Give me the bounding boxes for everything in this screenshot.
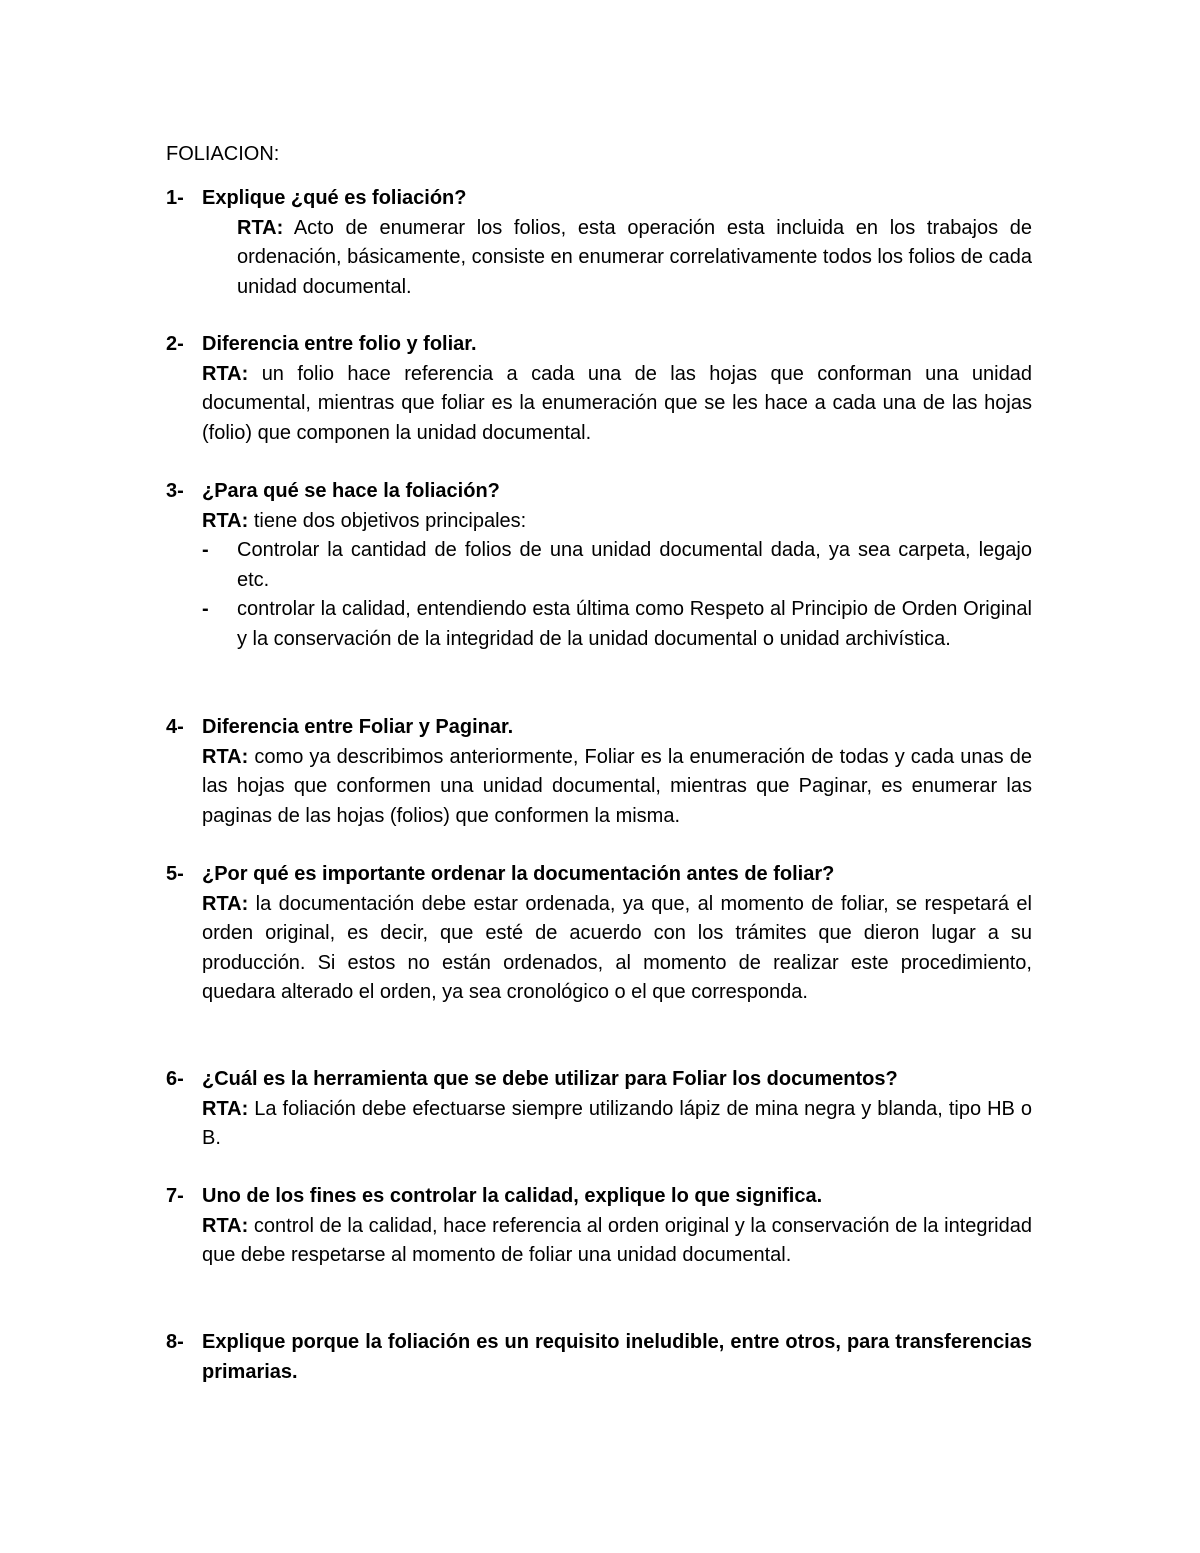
question-text: Explique porque la foliación es un requisito ineludible, entre otros, para transferencias primarias. <box>202 1331 1032 1383</box>
question-block-8 <box>166 1328 1032 1387</box>
question-block-6 <box>166 1065 1032 1154</box>
answer-text: la documentación debe estar ordenada, ya que, al momento de foliar, se respetará el orden original, es decir, que esté de acuerdo con los trámites que dieron lugar a su producción. Si estos no están ordenados, al momento de realizar este procedimiento, quedara alterado el orden, ya sea cronológico o el que corresponda. <box>202 892 1032 1003</box>
answer-paragraph <box>166 1212 1032 1271</box>
question-number: 8- <box>166 1331 184 1353</box>
answer-paragraph <box>166 890 1032 1008</box>
answer-text: como ya describimos anteriormente, Foliar es la enumeración de todas y cada unas de las hojas que conformen una unidad documental, mientras que Paginar, es enumerar las paginas de las hojas (folios) que conformen la misma. <box>202 745 1033 827</box>
question-number: 4- <box>166 716 184 738</box>
answer-text: tiene dos objetivos principales: <box>253 509 527 532</box>
question-line <box>166 330 1032 360</box>
question-line <box>166 477 1032 507</box>
bullet-marker: - <box>202 598 209 620</box>
question-block-4 <box>166 713 1032 831</box>
rta-label: RTA: <box>202 892 249 915</box>
answer-text: Acto de enumerar los folios, esta operación esta incluida en los trabajos de ordenación, básicamente, consiste en enumerar correlativamente todos los folios de cada unidad documental. <box>237 216 1032 298</box>
question-number: 2- <box>166 333 184 355</box>
question-block-7 <box>166 1182 1032 1271</box>
question-block-3 <box>166 477 1032 654</box>
bullet-marker: - <box>202 539 209 561</box>
answer-paragraph <box>166 1095 1032 1154</box>
rta-label: RTA: <box>202 1214 249 1237</box>
question-text: Uno de los fines es controlar la calidad, explique lo que significa. <box>202 1185 823 1207</box>
question-block-1 <box>166 184 1032 302</box>
question-text: Diferencia entre folio y foliar. <box>202 333 477 355</box>
question-text: Explique ¿qué es foliación? <box>202 187 467 209</box>
question-line <box>166 1182 1032 1212</box>
question-line <box>166 1065 1032 1095</box>
list-item-text: controlar la calidad, entendiendo esta última como Respeto al Principio de Orden Original y la conservación de la integridad de la unidad documental o unidad archivística. <box>237 598 1032 650</box>
question-block-2 <box>166 330 1032 448</box>
question-line <box>166 184 1032 214</box>
question-number: 6- <box>166 1068 184 1090</box>
question-line <box>166 713 1032 743</box>
question-line <box>166 860 1032 890</box>
list-item-text: Controlar la cantidad de folios de una unidad documental dada, ya sea carpeta, legajo etc. <box>237 539 1032 591</box>
question-text: ¿Para qué se hace la foliación? <box>202 480 500 502</box>
question-text: ¿Por qué es importante ordenar la documentación antes de foliar? <box>202 863 835 885</box>
list-item <box>166 595 1032 654</box>
question-number: 1- <box>166 187 184 209</box>
answer-text: un folio hace referencia a cada una de las hojas que conforman una unidad documental, mientras que foliar es la enumeración que se les hace a cada una de las hojas (folio) que componen la unidad documental. <box>202 362 1032 444</box>
rta-label: RTA: <box>202 509 249 532</box>
answer-paragraph <box>166 743 1032 832</box>
answer-paragraph <box>166 507 1032 537</box>
document-title: FOLIACION: <box>166 143 280 165</box>
answer-paragraph <box>166 360 1032 449</box>
rta-label: RTA: <box>237 216 284 239</box>
question-block-5 <box>166 860 1032 1008</box>
list-item <box>166 536 1032 595</box>
rta-label: RTA: <box>202 1097 249 1120</box>
answer-text: control de la calidad, hace referencia al orden original y la conservación de la integridad que debe respetarse al momento de foliar una unidad documental. <box>202 1214 1032 1266</box>
rta-label: RTA: <box>202 745 249 768</box>
answer-paragraph <box>166 214 1032 303</box>
question-line <box>166 1328 1032 1387</box>
question-number: 7- <box>166 1185 184 1207</box>
question-text: Diferencia entre Foliar y Paginar. <box>202 716 514 738</box>
answer-text: La foliación debe efectuarse siempre utilizando lápiz de mina negra y blanda, tipo HB o B. <box>202 1097 1032 1149</box>
question-text: ¿Cuál es la herramienta que se debe utilizar para Foliar los documentos? <box>202 1068 898 1090</box>
question-number: 5- <box>166 863 184 885</box>
rta-label: RTA: <box>202 362 249 385</box>
question-number: 3- <box>166 480 184 502</box>
